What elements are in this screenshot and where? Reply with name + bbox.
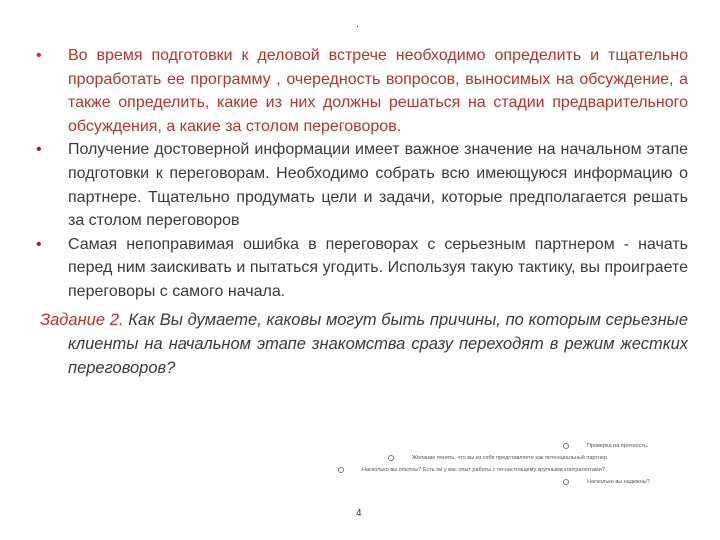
note-item	[388, 454, 609, 462]
bullet-marker: •	[36, 235, 42, 253]
note-item	[563, 442, 648, 450]
bullet-text: Получение достоверной информации имеет важное значение на начальном этапе подготовки к переговорам. Необходимо собрать всю имеющуюся информацию о партнере. Тщательно продумать цели и задачи, которые предполагается решать за столом переговоров	[68, 141, 688, 230]
bullet-item	[28, 138, 688, 232]
header-mark: .	[356, 18, 360, 30]
bullet-item	[28, 44, 688, 138]
note-text: Желание понять, что вы из себя представляете как потенциальный партнер.	[412, 455, 609, 461]
circle-bullet-icon	[563, 479, 569, 485]
task-text	[40, 308, 688, 380]
task-label: Задание 2.	[40, 310, 124, 329]
bullet-marker: •	[36, 141, 42, 159]
bullet-item	[28, 233, 688, 304]
bullet-list	[28, 44, 688, 380]
bullet-marker: •	[36, 47, 42, 64]
bullet-text: Самая непоправимая ошибка в переговорах с серьезным партнером - начать перед ним заискивать и пытаться угодить. Используя такую тактику, вы проиграете переговоры с самого начала.	[68, 235, 688, 300]
bullet-text: Во время подготовки к деловой встрече необходимо определить и тщательно проработать ее программу , очередность вопросов, выносимых на обсуждение, а также определить, какие из них должны решаться на стадии предварительного обсуждения, а какие за столом переговоров.	[68, 47, 688, 135]
note-item	[338, 466, 605, 474]
task-block	[28, 308, 688, 380]
note-item	[563, 478, 650, 486]
task-body: Как Вы думаете, каковы могут быть причины, по которым серьезные клиенты на начальном этапе знакомства сразу переходят в режим жестких переговоров?	[68, 310, 688, 377]
note-text: Проверка на прочность.	[587, 443, 649, 449]
circle-bullet-icon	[563, 443, 569, 449]
page-number: 4	[356, 508, 362, 519]
note-text: Насколько вы надежны?	[587, 479, 650, 485]
circle-bullet-icon	[388, 455, 394, 461]
note-text: Насколько вы опытны? Есть ли у вас опыт работы с по-настоящему крупными контрагентами?	[362, 467, 605, 473]
circle-bullet-icon	[338, 467, 344, 473]
